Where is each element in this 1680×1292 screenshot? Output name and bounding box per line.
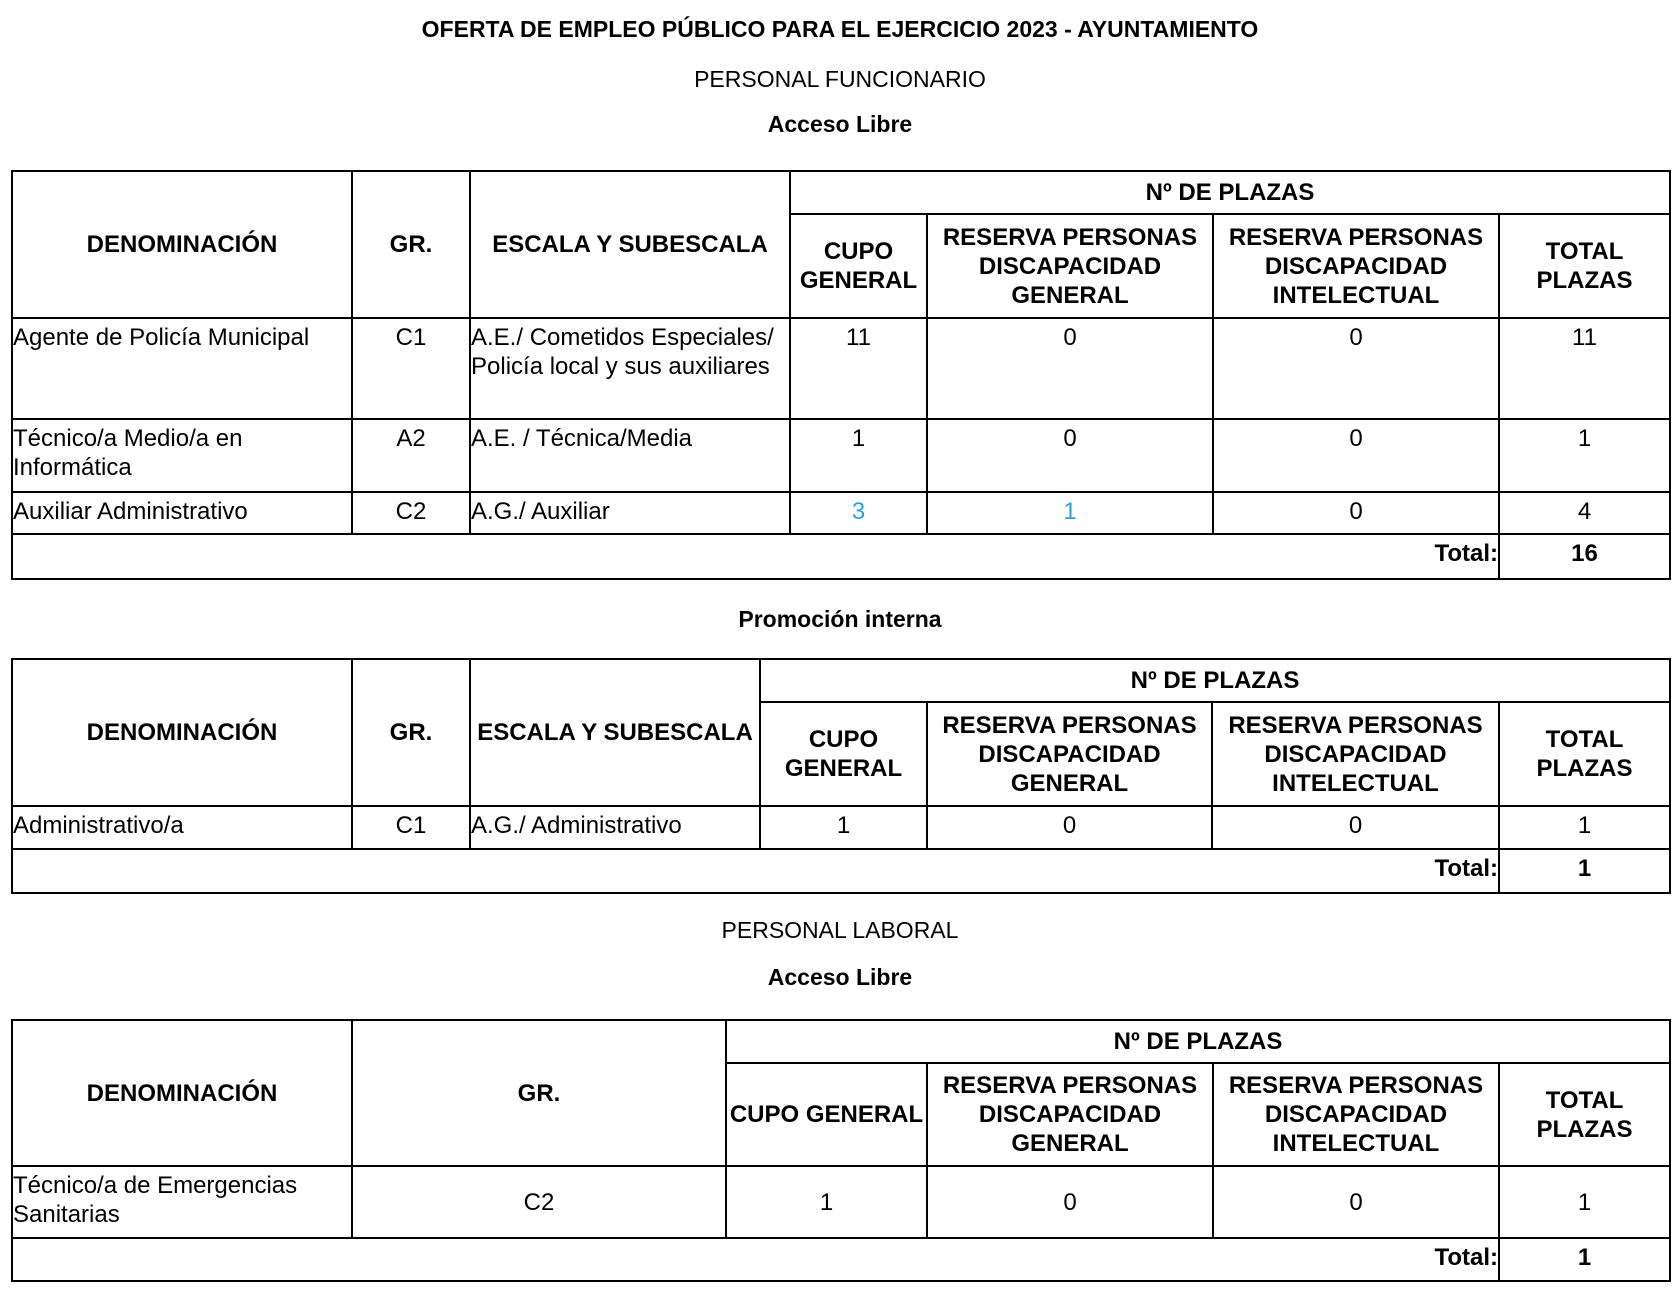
subsection-heading-acceso-libre-laboral: Acceso Libre [767,964,913,990]
cell-escala: A.E. / Técnica/Media [470,419,790,492]
cell-total: 1 [1499,806,1670,849]
header-reserva-intelectual: RESERVA PERSONAS DISCAPACIDAD INTELECTUAL [1213,214,1499,318]
total-row [12,534,1670,579]
cell-grupo: C2 [352,1166,726,1238]
cell-reserva-intelectual: 0 [1213,1166,1499,1238]
cell-total: 1 [1499,419,1670,492]
cell-cupo: 1 [790,419,927,492]
cell-escala: A.G./ Auxiliar [470,492,790,534]
cell-total: 1 [1499,1166,1670,1238]
total-value: 1 [1499,1238,1670,1281]
cell-grupo: C1 [352,806,470,849]
cell-reserva-intelectual: 0 [1213,419,1499,492]
total-value: 1 [1499,849,1670,893]
header-reserva-intelectual: RESERVA PERSONAS DISCAPACIDAD INTELECTUAL [1212,702,1499,806]
cell-denominacion: Agente de Policía Municipal [12,318,352,419]
cell-total: 11 [1499,318,1670,419]
header-grupo: GR. [352,1020,726,1166]
table-funcionario-promocion-interna [11,658,1671,894]
header-total-plazas: TOTAL PLAZAS [1499,214,1670,318]
cell-cupo: 1 [760,806,927,849]
header-cupo-general: CUPO GENERAL [726,1063,927,1166]
total-label: Total: [12,1238,1499,1281]
header-escala: ESCALA Y SUBESCALA [470,659,760,806]
total-row [12,1238,1670,1281]
total-value: 16 [1499,534,1670,579]
cell-denominacion: Auxiliar Administrativo [12,492,352,534]
cell-reserva-intelectual: 0 [1213,492,1499,534]
header-denominacion: DENOMINACIÓN [12,659,352,806]
header-reserva-general: RESERVA PERSONAS DISCAPACIDAD GENERAL [927,702,1212,806]
header-plazas: Nº DE PLAZAS [726,1020,1670,1063]
cell-reserva-general: 0 [927,419,1213,492]
cell-escala: A.G./ Administrativo [470,806,760,849]
cell-grupo: C2 [352,492,470,534]
table-laboral-acceso-libre [11,1019,1671,1282]
total-label: Total: [12,849,1499,893]
subsection-heading-acceso-libre: Acceso Libre [767,111,913,137]
page-title: OFERTA DE EMPLEO PÚBLICO PARA EL EJERCICIO 2023 - AYUNTAMIENTO [421,16,1259,42]
cell-reserva-general: 0 [927,318,1213,419]
header-reserva-intelectual: RESERVA PERSONAS DISCAPACIDAD INTELECTUAL [1213,1063,1499,1166]
table-row [12,1166,1670,1238]
cell-denominacion: Técnico/a Medio/a en Informática [12,419,352,492]
cell-cupo: 3 [790,492,927,534]
header-escala: ESCALA Y SUBESCALA [470,171,790,318]
header-cupo-general: CUPO GENERAL [790,214,927,318]
cell-reserva-general: 0 [927,1166,1213,1238]
cell-denominacion: Administrativo/a [12,806,352,849]
table-row [12,318,1670,419]
header-grupo: GR. [352,659,470,806]
total-row [12,849,1670,893]
cell-denominacion: Técnico/a de Emergencias Sanitarias [12,1166,352,1238]
table-row [12,492,1670,534]
cell-total: 4 [1499,492,1670,534]
table-funcionario-acceso-libre [11,170,1671,580]
total-label: Total: [12,534,1499,579]
section-heading-funcionario: PERSONAL FUNCIONARIO [694,66,986,92]
cell-reserva-intelectual: 0 [1212,806,1499,849]
cell-escala: A.E./ Cometidos Especiales/ Policía local y sus auxiliares [470,318,790,419]
subsection-heading-promocion-interna: Promoción interna [738,606,942,632]
table-row [12,806,1670,849]
header-plazas: Nº DE PLAZAS [790,171,1670,214]
table-row [12,419,1670,492]
cell-grupo: A2 [352,419,470,492]
cell-grupo: C1 [352,318,470,419]
cell-cupo: 11 [790,318,927,419]
cell-reserva-general: 1 [927,492,1213,534]
header-reserva-general: RESERVA PERSONAS DISCAPACIDAD GENERAL [927,214,1213,318]
cell-cupo: 1 [726,1166,927,1238]
header-denominacion: DENOMINACIÓN [12,1020,352,1166]
section-heading-laboral: PERSONAL LABORAL [721,917,959,943]
header-total-plazas: TOTAL PLAZAS [1499,702,1670,806]
header-denominacion: DENOMINACIÓN [12,171,352,318]
header-total-plazas: TOTAL PLAZAS [1499,1063,1670,1166]
header-grupo: GR. [352,171,470,318]
header-cupo-general: CUPO GENERAL [760,702,927,806]
cell-reserva-general: 0 [927,806,1212,849]
header-reserva-general: RESERVA PERSONAS DISCAPACIDAD GENERAL [927,1063,1213,1166]
header-plazas: Nº DE PLAZAS [760,659,1670,702]
cell-reserva-intelectual: 0 [1213,318,1499,419]
